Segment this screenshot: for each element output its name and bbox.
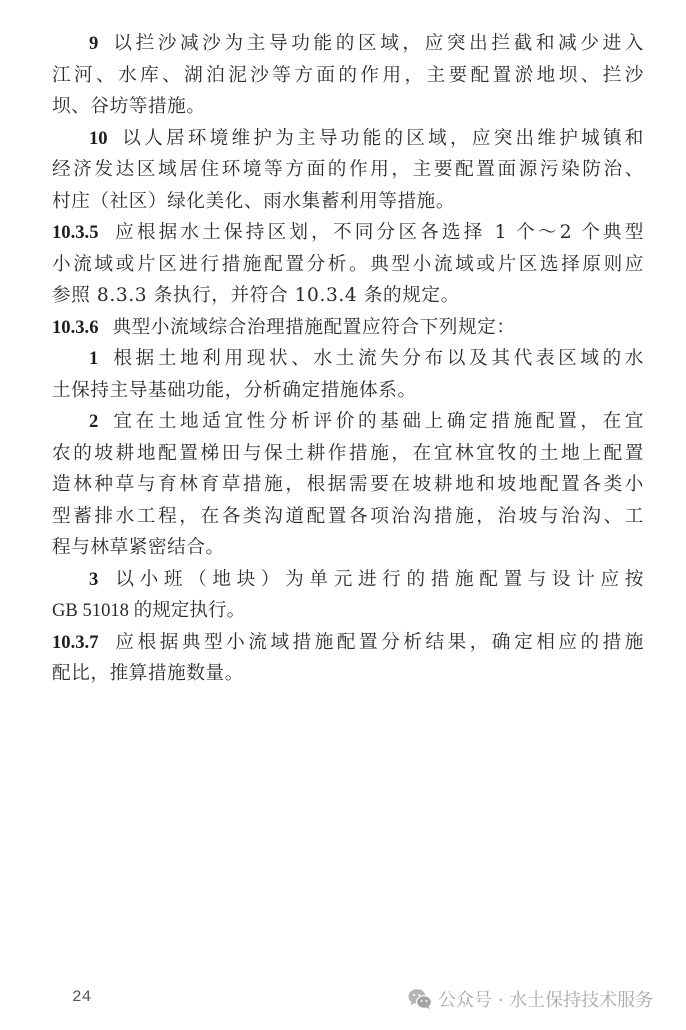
text-line <box>52 28 644 60</box>
line-text: 根据土地利用现状、水土流失分布以及其代表区域的水 <box>110 348 644 369</box>
watermark-text: 公众号 · 水土保持技术服务 <box>438 990 654 1011</box>
text-line <box>52 312 644 344</box>
clause-10-3-5 <box>52 217 644 312</box>
paragraph-item-9 <box>52 28 644 123</box>
wechat-watermark <box>408 986 653 1012</box>
text-line: 参照 8.3.3 条执行，并符合 10.3.4 条的规定。 <box>52 285 460 306</box>
clause-10-3-6 <box>52 312 644 344</box>
text-line: GB 51018 的规定执行。 <box>52 600 246 621</box>
text-line: 程与林草紧密结合。 <box>52 537 225 558</box>
text-line: 土保持主导基础功能，分析确定措施体系。 <box>52 379 417 401</box>
text-line: 村庄（社区）绿化美化、雨水集蓄利用等措施。 <box>52 190 456 212</box>
text-line: 配比，推算措施数量。 <box>52 663 244 684</box>
item-number: 3 <box>89 568 99 590</box>
page-number: 24 <box>72 988 92 1006</box>
line-text: 应根据典型小流域措施配置分析结果，确定相应的措施 <box>112 631 644 653</box>
text-line <box>52 627 644 659</box>
clause-number: 10.3.5 <box>52 222 99 243</box>
line-text: 宜在土地适宜性分析评价的基础上确定措施配置，在宜 <box>110 411 644 432</box>
item-number: 10 <box>89 127 108 149</box>
text-line <box>52 217 644 249</box>
item-number: 2 <box>89 411 99 432</box>
text-line: 造林种草与育林育草措施，根据需要在坡耕地和坡地配置各类小 <box>52 474 644 495</box>
line-text: 应根据水土保持区划，不同分区各选择 1 个～2 个典型 <box>112 222 644 243</box>
paragraph-item-3 <box>52 564 644 627</box>
text-line: 经济发达区域居住环境等方面的作用，主要配置面源污染防治、 <box>52 159 644 180</box>
text-line: 坝、谷坊等措施。 <box>52 96 206 117</box>
text-line: 型蓄排水工程，在各类沟道配置各项治沟措施，治坡与治沟、工 <box>52 505 644 527</box>
text-line <box>52 123 644 155</box>
text-line: 小流域或片区进行措施配置分析。典型小流域或片区选择原则应 <box>52 253 644 275</box>
paragraph-item-1 <box>52 343 644 406</box>
text-line <box>52 343 644 375</box>
text-line <box>52 406 644 438</box>
clause-number: 10.3.6 <box>52 316 99 338</box>
line-text: 以拦沙减沙为主导功能的区域，应突出拦截和减少进入 <box>110 33 644 54</box>
paragraph-item-2 <box>52 406 644 564</box>
clause-number: 10.3.7 <box>52 631 99 653</box>
item-number: 1 <box>89 348 99 369</box>
document-body <box>52 28 644 690</box>
wechat-icon <box>408 988 432 1010</box>
line-text: 以小班（地块）为单元进行的措施配置与设计应按 <box>110 568 644 590</box>
clause-10-3-7 <box>52 627 644 690</box>
paragraph-item-10 <box>52 123 644 218</box>
text-line: 农的坡耕地配置梯田与保土耕作措施，在宜林宜牧的土地上配置 <box>52 442 644 464</box>
item-number: 9 <box>89 33 99 54</box>
line-text: 典型小流域综合治理措施配置应符合下列规定： <box>112 316 516 338</box>
text-line: 江河、水库、湖泊泥沙等方面的作用，主要配置淤地坝、拦沙 <box>52 64 644 86</box>
text-line <box>52 564 644 596</box>
line-text: 以人居环境维护为主导功能的区域，应突出维护城镇和 <box>119 127 644 149</box>
